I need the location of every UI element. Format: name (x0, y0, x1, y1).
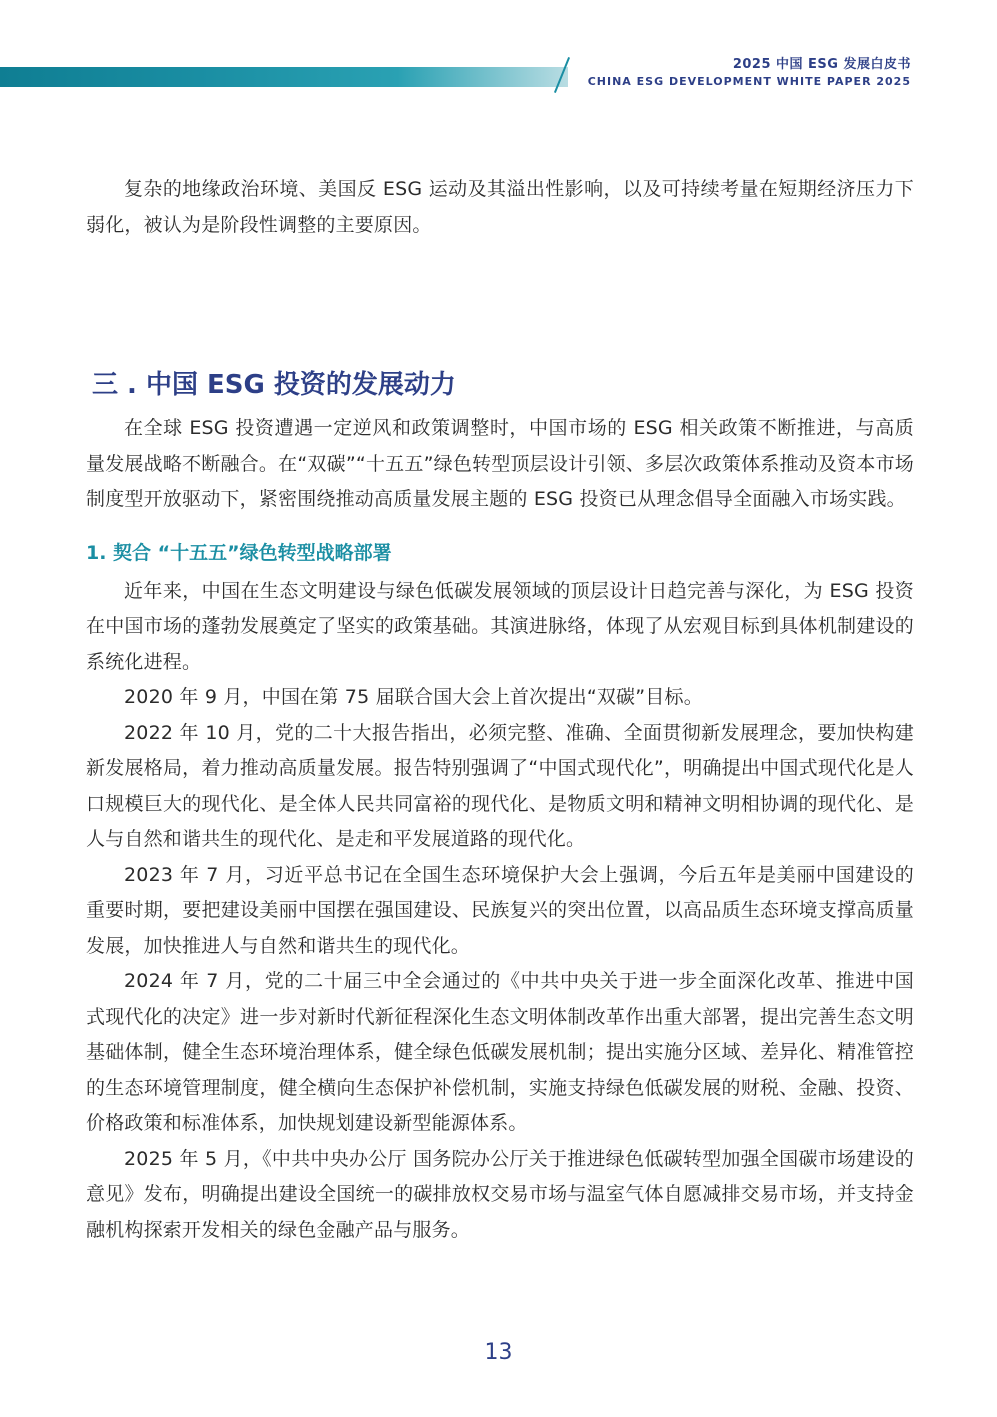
header-subtitle: CHINA ESG DEVELOPMENT WHITE PAPER 2025 (587, 75, 911, 88)
section-paragraph: 在全球 ESG 投资遭遇一定逆风和政策调整时，中国市场的 ESG 相关政策不断推进，与高质量发展战略不断融合。在“双碳”“十五五”绿色转型顶层设计引领、多层次政策体系推动及资本市场制度型开放驱动下，紧密围绕推动高质量发展主题的 ESG 投资已从理念倡导全面融入市场实践。 (86, 417, 914, 510)
subsection-title: 1. 契合 “十五五”绿色转型战略部署 (86, 541, 392, 564)
header-title: 2025 中国 ESG 发展白皮书 (732, 57, 911, 72)
intro-paragraph: 复杂的地缘政治环境、美国反 ESG 运动及其溢出性影响，以及可持续考量在短期经济压力下弱化，被认为是阶段性调整的主要原因。 (86, 178, 914, 236)
body-paragraph: 2024 年 7 月，党的二十届三中全会通过的《中共中央关于进一步全面深化改革、推进中国式现代化的决定》进一步对新时代新征程深化生态文明体制改革作出重大部署，提出完善生态文明基础体制，健全生态环境治理体系，健全绿色低碳发展机制；提出实施分区域、差异化、精准管控的生态环境管理制度，健全横向生态保护补偿机制，实施支持绿色低碳发展的财税、金融、投资、价格政策和标准体系，加快规划建设新型能源体系。 (86, 970, 914, 1134)
body-paragraph: 2025 年 5 月，《中共中央办公厅 国务院办公厅关于推进绿色低碳转型加强全国碳市场建设的意见》发布，明确提出建设全国统一的碳排放权交易市场与温室气体自愿减排交易市场，并支持金融机构探索开发相关的绿色金融产品与服务。 (86, 1147, 914, 1241)
page-content (86, 172, 914, 1248)
header-decorative-bar (0, 67, 568, 87)
body-paragraph: 2020 年 9 月，中国在第 75 届联合国大会上首次提出“双碳”目标。 (124, 686, 703, 708)
body-paragraph: 2023 年 7 月，习近平总书记在全国生态环境保护大会上强调，今后五年是美丽中国建设的重要时期，要把建设美丽中国摆在强国建设、民族复兴的突出位置，以高品质生态环境支撑高质量发展，加快推进人与自然和谐共生的现代化。 (86, 863, 914, 957)
body-paragraph: 2022 年 10 月，党的二十大报告指出，必须完整、准确、全面贯彻新发展理念，要加快构建新发展格局，着力推动高质量发展。报告特别强调了“中国式现代化”，明确提出中国式现代化是人口规模巨大的现代化、是全体人民共同富裕的现代化、是物质文明和精神文明相协调的现代化、是人与自然和谐共生的现代化、是走和平发展道路的现代化。 (86, 721, 914, 850)
body-paragraph: 近年来，中国在生态文明建设与绿色低碳发展领域的顶层设计日趋完善与深化，为 ESG 投资在中国市场的蓬勃发展奠定了坚实的政策基础。其演进脉络，体现了从宏观目标到具体机制建设的系统化进程。 (86, 579, 914, 673)
section-title: 三 . 中国 ESG 投资的发展动力 (92, 370, 456, 400)
page-number: 13 (484, 1340, 513, 1365)
